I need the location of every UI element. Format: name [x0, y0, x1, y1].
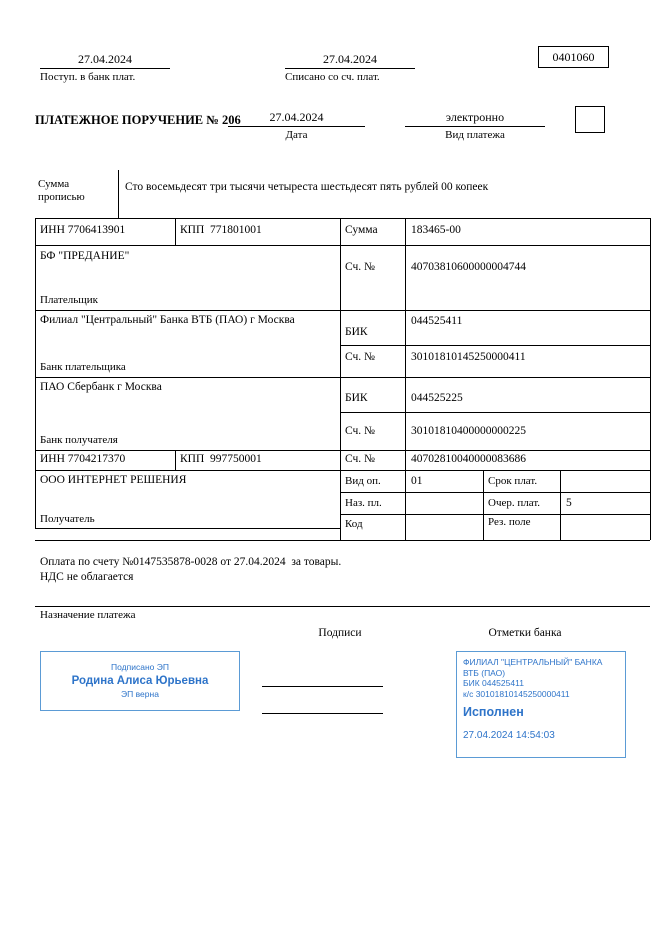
- signature-line-2: [262, 713, 383, 714]
- received-date-field: [40, 52, 170, 83]
- payee-account-label: Сч. №: [345, 453, 376, 465]
- payee-kpp: КПП 997750001: [180, 453, 262, 465]
- ocher-plat-label: Очер. плат.: [488, 497, 541, 509]
- payer-account-label: Сч. №: [345, 261, 376, 273]
- amount-words-label: Сумма прописью: [38, 178, 85, 203]
- payer-caption: Плательщик: [40, 294, 98, 306]
- bank-stamp-name-line-1: ФИЛИАЛ "ЦЕНТРАЛЬНЫЙ" БАНКА: [463, 657, 603, 667]
- payee-name: ООО ИНТЕРНЕТ РЕШЕНИЯ: [40, 474, 187, 486]
- received-date: 27.04.2024: [40, 52, 170, 69]
- vid-op-value: 01: [411, 475, 423, 487]
- received-date-label: Поступ. в банк плат.: [40, 71, 136, 83]
- doc-date-label: Дата: [285, 129, 308, 141]
- payee-caption: Получатель: [40, 513, 95, 525]
- payer-bank-bik-label: БИК: [345, 326, 368, 338]
- payer-bank-account: 30101810145250000411: [411, 351, 526, 363]
- purpose-caption: Назначение платежа: [40, 609, 136, 621]
- doc-date: 27.04.2024: [228, 110, 365, 127]
- grid-line: [35, 218, 36, 528]
- bank-marks-label: Отметки банка: [488, 627, 562, 639]
- grid-line: [340, 514, 650, 515]
- payee-bank-bik: 044525225: [411, 392, 463, 404]
- ep-stamp-top-text: Подписано ЭП: [111, 662, 169, 672]
- payer-bank-name: Филиал "Центральный" Банка ВТБ (ПАО) г Москва: [40, 314, 295, 326]
- bank-execution-stamp: [456, 651, 626, 758]
- grid-line: [35, 528, 340, 529]
- amount-words-text: Сто восемьдесят три тысячи четыреста шестьдесят пять рублей 00 копеек: [125, 181, 489, 193]
- sum-value: 183465-00: [411, 224, 461, 236]
- payee-bank-account: 30101810400000000225: [411, 425, 526, 437]
- divider-line: [118, 170, 119, 218]
- grid-line: [35, 310, 650, 311]
- bank-stamp-name-line-2: ВТБ (ПАО): [463, 667, 506, 678]
- payee-bank-bik-label: БИК: [345, 392, 368, 404]
- grid-line: [175, 218, 176, 245]
- purpose-line-1: Оплата по счету №0147535878-0028 от 27.04.2024 за товары.: [40, 556, 342, 568]
- purpose-line-2: НДС не облагается: [40, 571, 134, 583]
- bank-stamp-corr-account: к/с 30101810145250000411: [463, 688, 570, 699]
- form-code-box: 0401060: [538, 46, 609, 68]
- vid-op-label: Вид оп.: [345, 475, 381, 487]
- grid-line: [35, 606, 650, 607]
- grid-line: [560, 470, 561, 540]
- grid-line: [35, 218, 650, 219]
- grid-line: [340, 492, 650, 493]
- bank-stamp-datetime: 27.04.2024 14:54:03: [463, 730, 555, 741]
- grid-line: [35, 470, 650, 471]
- payer-kpp: КПП 771801001: [180, 224, 262, 236]
- payment-kind: электронно: [405, 110, 545, 127]
- payer-account: 40703810600000004744: [411, 261, 526, 273]
- sum-label: Сумма: [345, 224, 378, 236]
- grid-line: [35, 450, 650, 451]
- payee-bank-account-label: Сч. №: [345, 425, 376, 437]
- ep-stamp-signer-name: Родина Алиса Юрьевна: [71, 675, 209, 687]
- grid-line: [340, 345, 650, 346]
- payer-bank-account-label: Сч. №: [345, 351, 376, 363]
- naz-pl-label: Наз. пл.: [345, 497, 382, 509]
- empty-code-box: [575, 106, 605, 133]
- kod-label: Код: [345, 518, 363, 530]
- electronic-signature-stamp: [40, 651, 240, 711]
- payment-kind-label: Вид платежа: [445, 129, 505, 141]
- payee-account: 40702810040000083686: [411, 453, 526, 465]
- payee-bank-caption: Банк получателя: [40, 434, 118, 446]
- debited-date-label: Списано со сч. плат.: [285, 71, 380, 83]
- rez-pole-label: Рез. поле: [488, 516, 531, 528]
- payee-inn: ИНН 7704217370: [40, 453, 126, 465]
- payer-bank-caption: Банк плательщика: [40, 361, 126, 373]
- grid-line: [650, 218, 651, 540]
- payee-bank-name: ПАО Сбербанк г Москва: [40, 381, 162, 393]
- payer-bank-bik: 044525411: [411, 315, 463, 327]
- debited-date: 27.04.2024: [285, 52, 415, 69]
- grid-line: [405, 218, 406, 540]
- debited-date-field: [285, 52, 415, 83]
- payment-kind-field: [405, 110, 545, 141]
- page-title: ПЛАТЕЖНОЕ ПОРУЧЕНИЕ № 206: [35, 113, 241, 127]
- grid-line: [340, 218, 341, 540]
- doc-date-field: [228, 110, 365, 141]
- bank-stamp-bik: БИК 044525411: [463, 678, 524, 688]
- signature-line-1: [262, 686, 383, 687]
- grid-line: [483, 470, 484, 540]
- ocher-plat-value: 5: [566, 497, 572, 509]
- ep-stamp-bottom-text: ЭП верна: [121, 689, 159, 699]
- grid-line: [35, 540, 650, 541]
- bank-stamp-status: Исполнен: [463, 705, 524, 719]
- srok-plat-label: Срок плат.: [488, 475, 538, 487]
- grid-line: [340, 412, 650, 413]
- signatures-label: Подписи: [318, 627, 362, 639]
- grid-line: [35, 245, 650, 246]
- payer-name: БФ "ПРЕДАНИЕ": [40, 250, 130, 262]
- grid-line: [35, 377, 650, 378]
- payer-inn: ИНН 7706413901: [40, 224, 126, 236]
- grid-line: [175, 450, 176, 470]
